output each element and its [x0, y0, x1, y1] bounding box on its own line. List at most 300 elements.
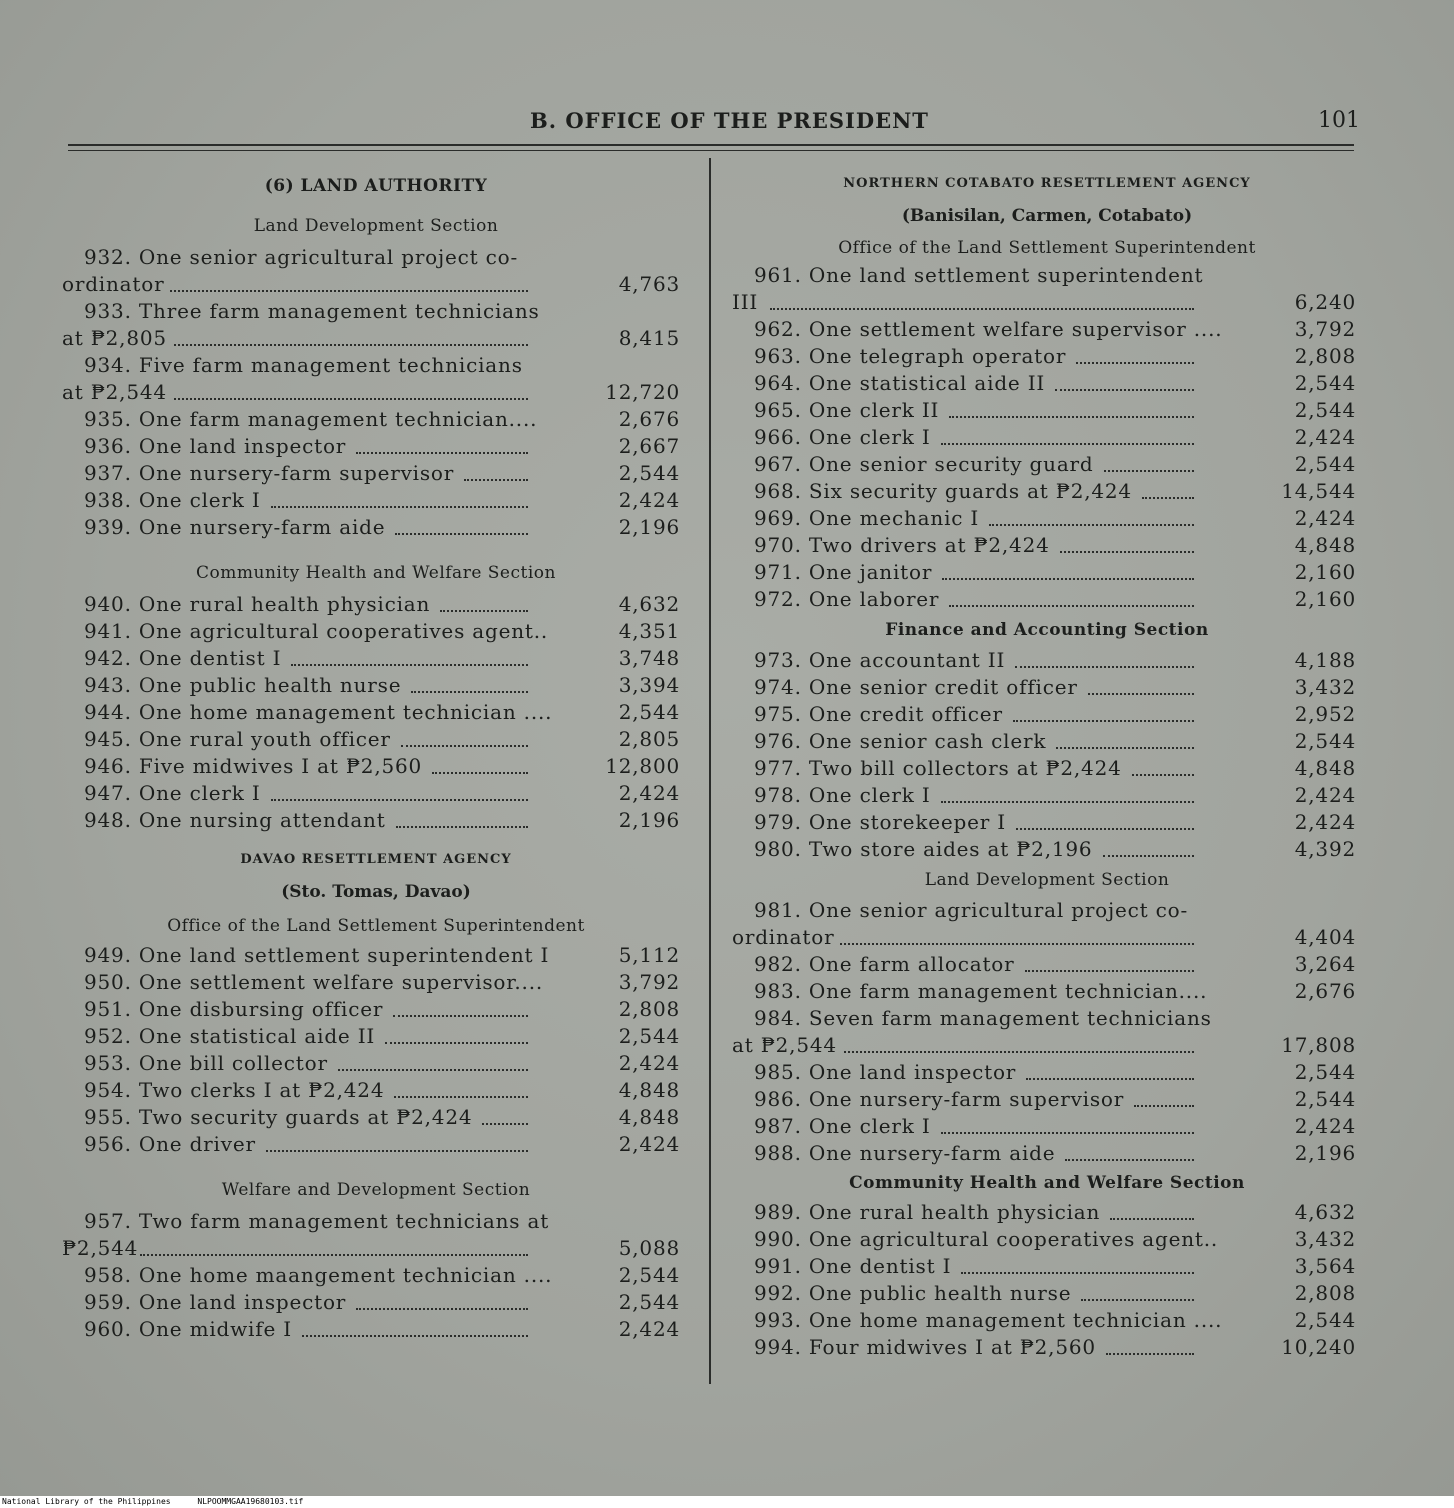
item-number: 947. [84, 781, 132, 805]
item-number: 941. [84, 619, 132, 643]
item-desc: One rural health physician [808, 1200, 1101, 1224]
agency-heading: NORTHERN COTABATO RESETTLEMENT AGENCY [843, 176, 1251, 191]
list-item [62, 406, 690, 433]
list-item [62, 672, 690, 699]
item-number: 969. [754, 506, 802, 530]
item-amount: 2,424 [1294, 506, 1356, 530]
list-item [732, 951, 1362, 978]
item-number: 955. [84, 1105, 132, 1129]
leader-dots [411, 691, 528, 693]
item-desc: One home management technician .... [138, 700, 553, 724]
item-number: 940. [84, 592, 132, 616]
list-item [62, 433, 690, 460]
item-desc: at ₱2,544 [732, 1033, 837, 1057]
list-item [732, 1113, 1362, 1140]
item-desc: One clerk I [138, 781, 261, 805]
item-number: 939. [84, 515, 132, 539]
item-desc: One clerk I [808, 425, 931, 449]
list-item [732, 836, 1362, 863]
list-item [62, 1316, 690, 1343]
list-item [732, 532, 1362, 559]
leader-dots [170, 290, 528, 292]
item-amount: 2,544 [1294, 371, 1356, 395]
item-number: 965. [754, 398, 802, 422]
item-amount: 2,424 [1294, 1114, 1356, 1138]
item-amount: 2,544 [1294, 729, 1356, 753]
page-title: B. OFFICE OF THE PRESIDENT [530, 108, 929, 133]
item-desc: One nursery-farm aide [138, 515, 386, 539]
item-amount: 2,544 [1294, 1308, 1356, 1332]
item-list [62, 1262, 690, 1343]
item-amount: 2,952 [1294, 702, 1356, 726]
list-item [732, 728, 1362, 755]
item-amount: 2,808 [1294, 344, 1356, 368]
item-amount: 3,792 [618, 970, 680, 994]
item-number: 980. [754, 837, 802, 861]
list-item [62, 244, 690, 298]
item-number: 959. [84, 1290, 132, 1314]
right-column [732, 168, 1362, 1361]
item-line-1: 957. Two farm management technicians at [84, 1209, 550, 1233]
item-number: 972. [754, 587, 802, 611]
list-item [732, 1005, 1362, 1059]
leader-dots [432, 772, 528, 774]
item-desc: ordinator [62, 272, 165, 296]
list-item [62, 699, 690, 726]
item-line-1: 932. One senior agricultural project co- [84, 245, 519, 269]
item-amount: 2,544 [618, 700, 680, 724]
item-desc: at ₱2,544 [62, 380, 167, 404]
item-number: 962. [754, 317, 802, 341]
item-desc: One nursing attendant [138, 808, 386, 832]
leader-dots [989, 524, 1194, 526]
item-number: 949. [84, 943, 132, 967]
item-desc: One senior security guard [808, 452, 1094, 476]
item-list [62, 591, 690, 834]
leader-dots [941, 443, 1194, 445]
leader-dots [1055, 389, 1194, 391]
leader-dots [396, 826, 528, 828]
item-number: 983. [754, 979, 802, 1003]
item-amount: 3,748 [618, 646, 680, 670]
list-item [62, 996, 690, 1023]
item-number: 936. [84, 434, 132, 458]
leader-dots [174, 344, 528, 346]
item-amount: 2,196 [618, 515, 680, 539]
list-item [732, 809, 1362, 836]
item-amount: 2,805 [618, 727, 680, 751]
item-number: 971. [754, 560, 802, 584]
list-item [732, 343, 1362, 370]
leader-dots [1076, 362, 1194, 364]
leader-dots [840, 943, 1194, 945]
list-item [732, 701, 1362, 728]
item-number: 966. [754, 425, 802, 449]
item-desc: One public health nurse [808, 1281, 1072, 1305]
item-amount: 4,188 [1294, 648, 1356, 672]
item-line-1: 984. Seven farm management technicians [754, 1006, 1212, 1030]
leader-dots [464, 479, 528, 481]
list-item [62, 645, 690, 672]
list-item [62, 1077, 690, 1104]
list-item [62, 1104, 690, 1131]
item-desc: One senior cash clerk [808, 729, 1047, 753]
page-number: 101 [1318, 108, 1360, 133]
item-number: 970. [754, 533, 802, 557]
item-amount: 3,394 [618, 673, 680, 697]
leader-dots [385, 1042, 528, 1044]
item-desc: One land inspector [808, 1060, 1017, 1084]
leader-dots [393, 1015, 528, 1017]
list-item [732, 1307, 1362, 1334]
item-line-2 [732, 289, 1362, 316]
item-amount: 10,240 [1281, 1335, 1356, 1359]
item-desc: One storekeeper I [808, 810, 1006, 834]
leader-dots [1104, 470, 1194, 472]
item-desc: One land settlement superintendent I [138, 943, 550, 967]
left-column [62, 168, 690, 1343]
item-desc: One midwife I [138, 1317, 292, 1341]
item-number: 948. [84, 808, 132, 832]
item-desc: One nursery-farm supervisor [138, 461, 455, 485]
item-amount: 2,808 [618, 997, 680, 1021]
item-amount: 2,424 [1294, 425, 1356, 449]
list-item [732, 1226, 1362, 1253]
item-number: 979. [754, 810, 802, 834]
item-desc: III [732, 290, 759, 314]
leader-dots [844, 1051, 1194, 1053]
item-amount: 3,432 [1294, 1227, 1356, 1251]
item-desc: Six security guards at ₱2,424 [808, 479, 1132, 503]
list-item [732, 782, 1362, 809]
leader-dots [440, 610, 528, 612]
leader-dots [1110, 1218, 1194, 1220]
leader-dots [1026, 1078, 1194, 1080]
item-number: 976. [754, 729, 802, 753]
list-item [62, 352, 690, 406]
item-desc: One farm management technician.... [808, 979, 1208, 1003]
list-item [732, 451, 1362, 478]
leader-dots [941, 801, 1194, 803]
item-desc: One dentist I [138, 646, 282, 670]
item-desc: One senior credit officer [808, 675, 1078, 699]
item-desc: One land inspector [138, 1290, 347, 1314]
item-desc: Four midwives I at ₱2,560 [808, 1335, 1096, 1359]
item-amount: 5,088 [618, 1236, 680, 1260]
item-number: 986. [754, 1087, 802, 1111]
item-number: 938. [84, 488, 132, 512]
leader-dots [1088, 693, 1194, 695]
item-amount: 2,544 [618, 1263, 680, 1287]
item-number: 982. [754, 952, 802, 976]
item-number: 967. [754, 452, 802, 476]
item-number: 985. [754, 1060, 802, 1084]
list-item [732, 1059, 1362, 1086]
leader-dots [1060, 551, 1194, 553]
list-item [62, 942, 690, 969]
section-heading: Land Development Section [253, 216, 499, 236]
item-amount: 2,676 [1294, 979, 1356, 1003]
item-line-2 [62, 325, 690, 352]
list-item [62, 969, 690, 996]
item-amount: 17,808 [1281, 1033, 1356, 1057]
item-amount: 2,424 [1294, 783, 1356, 807]
item-number: 952. [84, 1024, 132, 1048]
item-amount: 3,792 [1294, 317, 1356, 341]
leader-dots [140, 1254, 528, 1256]
leader-dots [941, 1132, 1194, 1134]
leader-dots [356, 1308, 528, 1310]
item-list [732, 1199, 1362, 1361]
item-desc: One telegraph operator [808, 344, 1067, 368]
item-desc: Two security guards at ₱2,424 [138, 1105, 473, 1129]
item-amount: 4,351 [618, 619, 680, 643]
leader-dots [1142, 497, 1194, 499]
item-number: 973. [754, 648, 802, 672]
item-amount: 4,763 [618, 272, 680, 296]
list-item [62, 1289, 690, 1316]
item-amount: 3,564 [1294, 1254, 1356, 1278]
leader-dots [395, 533, 528, 535]
list-item [732, 262, 1362, 316]
item-amount: 2,544 [618, 1024, 680, 1048]
list-item [732, 1140, 1362, 1167]
agency-location: (Banisilan, Carmen, Cotabato) [901, 206, 1193, 226]
leader-dots [1081, 1299, 1194, 1301]
item-desc: ordinator [732, 925, 835, 949]
list-item [62, 1050, 690, 1077]
item-amount: 2,424 [618, 781, 680, 805]
item-amount: 2,667 [618, 434, 680, 458]
list-item [62, 618, 690, 645]
list-item [62, 487, 690, 514]
item-amount: 2,544 [1294, 452, 1356, 476]
list-item [732, 1199, 1362, 1226]
list-item [62, 591, 690, 618]
item-number: 950. [84, 970, 132, 994]
item-number: 990. [754, 1227, 802, 1251]
item-desc: Two store aides at ₱2,196 [808, 837, 1093, 861]
item-amount: 2,544 [618, 1290, 680, 1314]
item-amount: 4,632 [1294, 1200, 1356, 1224]
item-desc: One rural youth officer [138, 727, 391, 751]
list-item [62, 1131, 690, 1158]
leader-dots [394, 1096, 528, 1098]
item-line-1: 961. One land settlement superintendent [754, 263, 1204, 287]
item-number: 953. [84, 1051, 132, 1075]
item-amount: 2,196 [1294, 1141, 1356, 1165]
leader-dots [338, 1069, 528, 1071]
item-list [732, 1059, 1362, 1167]
item-amount: 2,808 [1294, 1281, 1356, 1305]
item-number: 937. [84, 461, 132, 485]
item-number: 968. [754, 479, 802, 503]
list-item [62, 1023, 690, 1050]
list-item [732, 316, 1362, 343]
leader-dots [302, 1335, 528, 1337]
item-line-1: 934. Five farm management technicians [84, 353, 523, 377]
item-desc: Five midwives I at ₱2,560 [138, 754, 423, 778]
list-item [62, 460, 690, 487]
item-amount: 2,544 [1294, 1060, 1356, 1084]
list-item [732, 478, 1362, 505]
list-item [732, 1253, 1362, 1280]
item-desc: One laborer [808, 587, 940, 611]
item-amount: 2,424 [618, 1132, 680, 1156]
list-item [62, 726, 690, 753]
item-number: 977. [754, 756, 802, 780]
leader-dots [1016, 828, 1194, 830]
running-head [0, 108, 1454, 138]
item-desc: One home maangement technician .... [138, 1263, 553, 1287]
item-amount: 3,432 [1294, 675, 1356, 699]
leader-dots [174, 398, 528, 400]
leader-dots [942, 578, 1194, 580]
list-item [732, 505, 1362, 532]
list-item [62, 298, 690, 352]
item-line-2 [62, 271, 690, 298]
item-number: 964. [754, 371, 802, 395]
item-desc: One statistical aide II [808, 371, 1046, 395]
item-amount: 6,240 [1294, 290, 1356, 314]
item-line-1: 933. Three farm management technicians [84, 299, 540, 323]
item-desc: One farm allocator [808, 952, 1015, 976]
item-number: 951. [84, 997, 132, 1021]
item-amount: 8,415 [618, 326, 680, 350]
item-desc: One disbursing officer [138, 997, 384, 1021]
item-number: 946. [84, 754, 132, 778]
list-item [732, 424, 1362, 451]
agency-title: (6) LAND AUTHORITY [264, 176, 488, 196]
item-number: 943. [84, 673, 132, 697]
leader-dots [949, 416, 1194, 418]
item-desc: One janitor [808, 560, 933, 584]
agency-location: (Sto. Tomas, Davao) [281, 882, 471, 902]
item-amount: 12,800 [605, 754, 680, 778]
footer-filename: NLPOOMMGAA19680103.tif [197, 1497, 304, 1506]
leader-dots [961, 1272, 1194, 1274]
item-amount: 2,160 [1294, 587, 1356, 611]
item-desc: One clerk II [808, 398, 940, 422]
header-rule-thin [68, 150, 1354, 151]
item-amount: 12,720 [605, 380, 680, 404]
item-desc: One settlement welfare supervisor .... [808, 317, 1223, 341]
item-number: 954. [84, 1078, 132, 1102]
item-desc: One land inspector [138, 434, 347, 458]
item-number: 987. [754, 1114, 802, 1138]
item-amount: 2,424 [618, 1051, 680, 1075]
item-number: 944. [84, 700, 132, 724]
item-list [62, 406, 690, 541]
item-number: 935. [84, 407, 132, 431]
item-number: 993. [754, 1308, 802, 1332]
item-amount: 4,392 [1294, 837, 1356, 861]
item-desc: Two clerks I at ₱2,424 [138, 1078, 385, 1102]
item-line-2 [732, 924, 1362, 951]
section-heading: Finance and Accounting Section [885, 620, 1209, 640]
item-number: 991. [754, 1254, 802, 1278]
item-amount: 4,848 [618, 1105, 680, 1129]
item-number: 975. [754, 702, 802, 726]
header-rule [68, 144, 1354, 146]
item-number: 989. [754, 1200, 802, 1224]
item-number: 974. [754, 675, 802, 699]
list-item [732, 1280, 1362, 1307]
leader-dots [271, 506, 528, 508]
item-amount: 4,848 [1294, 756, 1356, 780]
item-amount: 4,848 [618, 1078, 680, 1102]
list-item [732, 647, 1362, 674]
item-amount: 2,160 [1294, 560, 1356, 584]
item-number: 960. [84, 1317, 132, 1341]
leader-dots [1065, 1159, 1194, 1161]
item-desc: One clerk I [138, 488, 261, 512]
list-item [732, 370, 1362, 397]
item-list [62, 942, 690, 1158]
item-number: 956. [84, 1132, 132, 1156]
item-amount: 2,544 [1294, 1087, 1356, 1111]
section-heading: Community Health and Welfare Section [196, 563, 556, 583]
item-number: 958. [84, 1263, 132, 1287]
leader-dots [266, 1150, 528, 1152]
item-desc: One bill collector [138, 1051, 328, 1075]
item-number: 963. [754, 344, 802, 368]
item-amount: 4,848 [1294, 533, 1356, 557]
item-desc: One public health nurse [138, 673, 402, 697]
list-item [732, 755, 1362, 782]
item-desc: One clerk I [808, 783, 931, 807]
item-desc: One agricultural cooperatives agent.. [808, 1227, 1219, 1251]
leader-dots [1025, 970, 1194, 972]
leader-dots [1056, 747, 1194, 749]
leader-dots [770, 308, 1194, 310]
item-number: 992. [754, 1281, 802, 1305]
item-desc: One credit officer [808, 702, 1003, 726]
leader-dots [356, 452, 528, 454]
item-desc: One nursery-farm supervisor [808, 1087, 1125, 1111]
section-heading: Office of the Land Settlement Superintendent [838, 238, 1256, 258]
leader-dots [482, 1123, 528, 1125]
list-item [732, 978, 1362, 1005]
section-heading: Welfare and Development Section [221, 1180, 531, 1200]
item-amount: 4,404 [1294, 925, 1356, 949]
item-desc: Two bill collectors at ₱2,424 [808, 756, 1122, 780]
item-line-2 [732, 1032, 1362, 1059]
item-number: 988. [754, 1141, 802, 1165]
item-desc: One statistical aide II [138, 1024, 376, 1048]
item-desc: at ₱2,805 [62, 326, 167, 350]
item-amount: 5,112 [618, 943, 680, 967]
leader-dots [1015, 666, 1194, 668]
item-number: 945. [84, 727, 132, 751]
leader-dots [1132, 774, 1194, 776]
list-item [732, 1086, 1362, 1113]
list-item [62, 1262, 690, 1289]
item-amount: 2,196 [618, 808, 680, 832]
section-heading: Land Development Section [924, 870, 1170, 890]
list-item [62, 1208, 690, 1262]
item-desc: One home management technician .... [808, 1308, 1223, 1332]
item-amount: 14,544 [1281, 479, 1356, 503]
list-item [62, 514, 690, 541]
item-desc: One mechanic I [808, 506, 980, 530]
item-desc: ₱2,544 [62, 1236, 139, 1260]
leader-dots [401, 745, 528, 747]
column-divider [709, 158, 711, 1384]
item-line-2 [62, 1235, 690, 1262]
item-amount: 2,424 [618, 488, 680, 512]
agency-heading: DAVAO RESETTLEMENT AGENCY [240, 852, 512, 867]
